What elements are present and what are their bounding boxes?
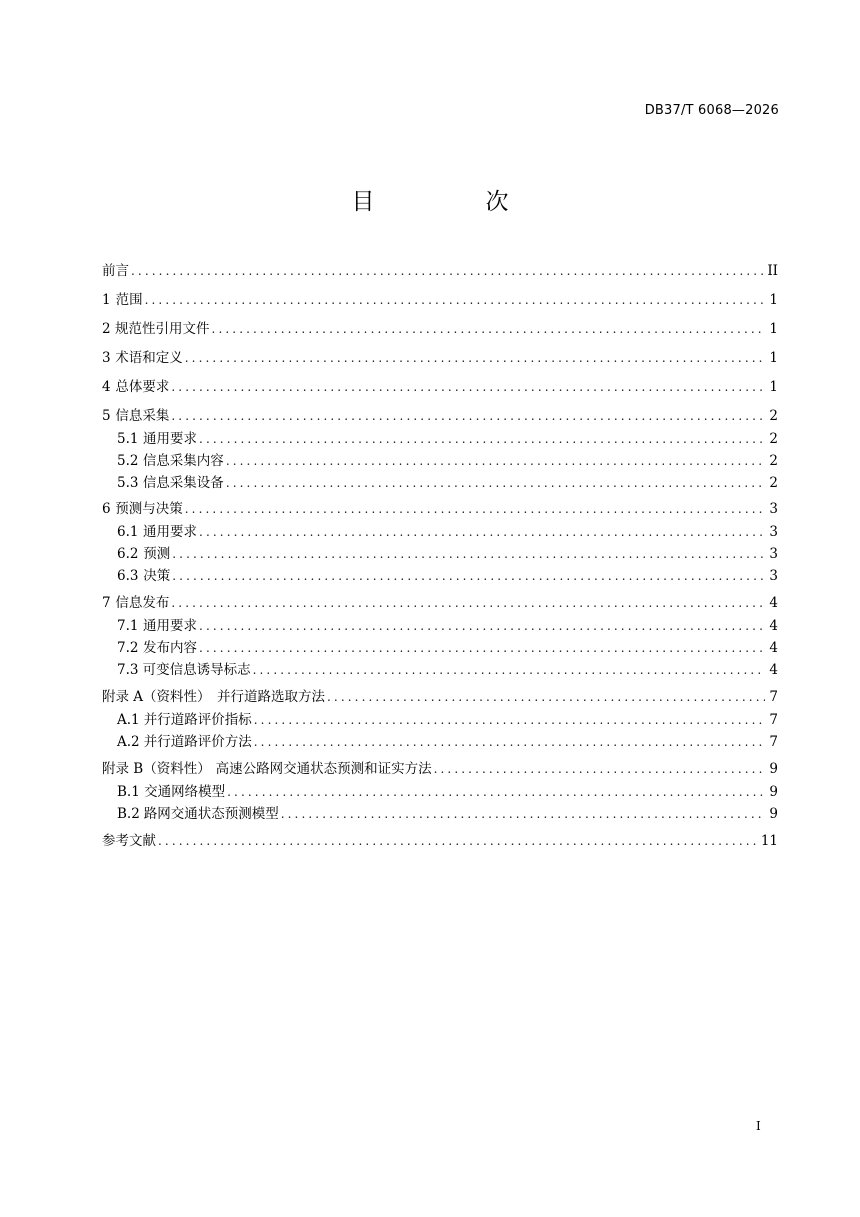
toc-leader-dots — [281, 804, 765, 824]
toc-entry[interactable] — [117, 804, 778, 824]
toc-entry-label: 规范性引用文件 — [115, 321, 210, 337]
toc-entry[interactable] — [117, 429, 778, 449]
toc-leader-dots — [434, 759, 765, 779]
toc-entry[interactable] — [102, 319, 778, 339]
toc-entry-label: 通用要求 — [143, 524, 198, 540]
document-code: DB37/T 6068—2026 — [644, 103, 779, 118]
toc-leader-dots — [172, 566, 765, 586]
toc-entry-page: 3 — [769, 568, 778, 584]
toc-entry-label: 高速公路网交通状态预测和证实方法 — [215, 761, 432, 777]
toc-entry-label: 交通网络模型 — [144, 784, 226, 800]
toc-entry-number: 3 — [102, 350, 111, 366]
toc-entry-page: 7 — [769, 734, 778, 750]
toc-entry-page: 4 — [769, 662, 778, 678]
toc-entry-number: 6.3 — [117, 568, 139, 584]
toc-entry[interactable] — [102, 261, 778, 281]
toc-entry-label: 信息采集 — [115, 408, 170, 424]
toc-entry[interactable] — [117, 616, 778, 636]
toc-entry-page: II — [767, 263, 778, 279]
toc-leader-dots — [226, 473, 765, 493]
toc-entry-page: 1 — [769, 379, 778, 395]
toc-leader-dots — [199, 638, 765, 658]
toc-entry-page: 1 — [769, 321, 778, 337]
toc-entry-number: 7 — [102, 595, 111, 611]
toc-entry-number: 5.3 — [117, 475, 139, 491]
toc-entry-page: 3 — [769, 524, 778, 540]
toc-entry-label: 范围 — [115, 292, 143, 308]
toc-entry[interactable] — [102, 406, 778, 426]
toc-entry-page: 4 — [769, 618, 778, 634]
toc-leader-dots — [158, 831, 758, 851]
toc-entry-label: 通用要求 — [143, 431, 198, 447]
toc-entry-number: 4 — [102, 379, 111, 395]
toc-leader-dots — [172, 544, 765, 564]
toc-entry-page: 11 — [760, 833, 778, 849]
toc-entry-page: 7 — [769, 689, 778, 705]
toc-entry-label: 总体要求 — [115, 379, 170, 395]
toc-entry-number: 6.2 — [117, 546, 139, 562]
toc-entry-label: 参考文献 — [102, 833, 156, 849]
toc-entry-page: 9 — [769, 784, 778, 800]
toc-entry-label: 并行道路选取方法 — [217, 689, 325, 705]
toc-entry-number: B.2 — [117, 806, 140, 822]
toc-entry-number: B.1 — [117, 784, 140, 800]
toc-entry[interactable] — [102, 687, 778, 707]
toc-entry-page: 7 — [769, 712, 778, 728]
toc-entry-label: 信息采集内容 — [142, 453, 224, 469]
toc-leader-dots — [254, 732, 765, 752]
toc-entry[interactable] — [117, 638, 778, 658]
toc-entry[interactable] — [117, 544, 778, 564]
toc-entry-page: 2 — [769, 453, 778, 469]
toc-entry-number: 附录 A（资料性） — [102, 689, 211, 705]
toc-entry-number: 附录 B（资料性） — [102, 761, 211, 777]
toc-entry[interactable] — [117, 451, 778, 471]
toc-entry-page: 3 — [769, 546, 778, 562]
page-number: I — [756, 1119, 761, 1133]
toc-leader-dots — [131, 261, 764, 281]
toc-entry-page: 2 — [769, 431, 778, 447]
toc-entry[interactable] — [102, 499, 778, 519]
toc-entry-label: 发布内容 — [143, 640, 198, 656]
toc-entry-page: 4 — [769, 595, 778, 611]
toc-entry-label: 决策 — [143, 568, 171, 584]
toc-entry-label: 前言 — [102, 263, 129, 279]
toc-entry-number: 6.1 — [117, 524, 139, 540]
toc-entry-number: 7.2 — [117, 640, 139, 656]
toc-entry-label: 通用要求 — [143, 618, 198, 634]
toc-entry[interactable] — [117, 782, 778, 802]
toc-entry[interactable] — [117, 522, 778, 542]
toc-leader-dots — [171, 377, 765, 397]
toc-entry-page: 1 — [769, 350, 778, 366]
toc-entry-page: 3 — [769, 501, 778, 517]
toc-leader-dots — [227, 782, 765, 802]
toc-entry-label: 并行道路评价指标 — [143, 712, 252, 728]
toc-leader-dots — [254, 710, 765, 730]
toc-entry-page: 1 — [769, 292, 778, 308]
toc-entry-number: 5.2 — [117, 453, 139, 469]
toc-entry[interactable] — [117, 566, 778, 586]
toc-entry-number: A.1 — [117, 712, 140, 728]
toc-entry-label: 预测与决策 — [115, 501, 183, 517]
toc-entry-number: 5.1 — [117, 431, 139, 447]
toc-entry[interactable] — [117, 473, 778, 493]
toc-leader-dots — [171, 406, 765, 426]
toc-entry-label: 并行道路评价方法 — [143, 734, 252, 750]
toc-leader-dots — [185, 348, 765, 368]
toc-entry-page: 4 — [769, 640, 778, 656]
toc-entry[interactable] — [117, 660, 778, 680]
toc-entry-page: 9 — [769, 761, 778, 777]
toc-leader-dots — [212, 319, 765, 339]
toc-entry-number: 1 — [102, 292, 111, 308]
toc-leader-dots — [145, 290, 765, 310]
toc-leader-dots — [199, 522, 765, 542]
toc-entry[interactable] — [102, 759, 778, 779]
toc-entry-label: 可变信息诱导标志 — [142, 662, 251, 678]
toc-leader-dots — [185, 499, 765, 519]
page-title: 目 次 — [351, 189, 553, 215]
toc-entry[interactable] — [102, 831, 778, 851]
toc-entry-label: 预测 — [143, 546, 171, 562]
toc-entry[interactable] — [117, 732, 778, 752]
toc-leader-dots — [171, 593, 765, 613]
toc-leader-dots — [199, 429, 765, 449]
toc-entry-label: 信息采集设备 — [142, 475, 224, 491]
toc-entry[interactable] — [102, 377, 778, 397]
toc-entry-number: 6 — [102, 501, 111, 517]
toc-entry-page: 9 — [769, 806, 778, 822]
toc-entry-number: 2 — [102, 321, 111, 337]
toc-entry-label: 术语和定义 — [115, 350, 183, 366]
toc-entry[interactable] — [102, 593, 778, 613]
toc-entry-number: 7.1 — [117, 618, 139, 634]
toc-entry-label: 信息发布 — [115, 595, 170, 611]
toc-leader-dots — [199, 616, 765, 636]
toc-entry-page: 2 — [769, 408, 778, 424]
toc-entry[interactable] — [102, 290, 778, 310]
toc-entry-number: 5 — [102, 408, 111, 424]
toc-leader-dots — [253, 660, 765, 680]
toc-entry[interactable] — [102, 348, 778, 368]
toc-entry[interactable] — [117, 710, 778, 730]
toc-entry-label: 路网交通状态预测模型 — [143, 806, 279, 822]
toc-leader-dots — [226, 451, 765, 471]
toc-entry-number: A.2 — [117, 734, 140, 750]
toc-entry-number: 7.3 — [117, 662, 139, 678]
toc-entry-page: 2 — [769, 475, 778, 491]
toc-leader-dots — [327, 687, 765, 707]
